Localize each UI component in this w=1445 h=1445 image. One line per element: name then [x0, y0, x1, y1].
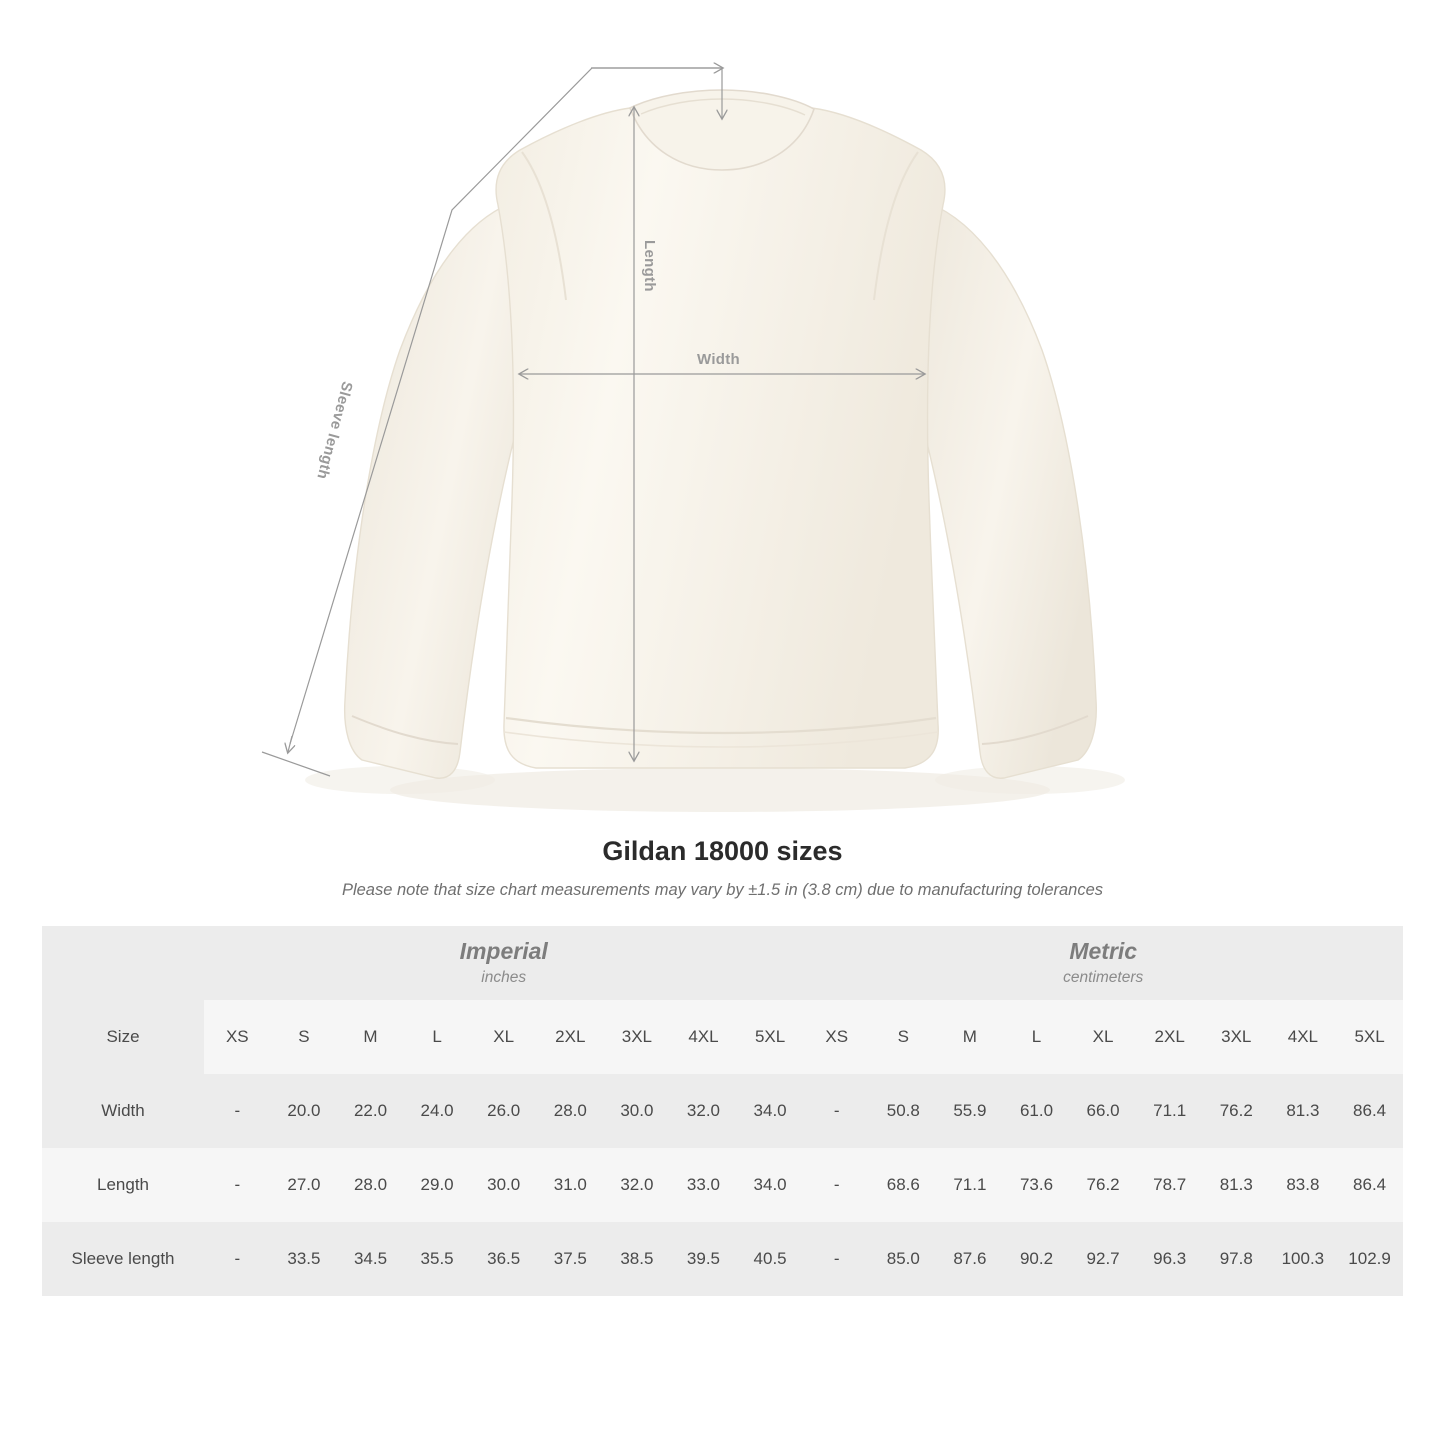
length-dimension-label: Length: [641, 240, 658, 292]
cell-metric-sleeve-length-3xl: 97.8: [1203, 1222, 1270, 1296]
cell-metric-sleeve-length-s: 85.0: [870, 1222, 937, 1296]
cell-metric-length-xl: 76.2: [1070, 1148, 1137, 1222]
cell-metric-width-s: 50.8: [870, 1074, 937, 1148]
metric-subtitle: centimeters: [1063, 968, 1144, 986]
column-header-metric-l: L: [1003, 1000, 1070, 1074]
cell-imperial-sleeve-length-m: 34.5: [337, 1222, 404, 1296]
cell-imperial-sleeve-length-l: 35.5: [404, 1222, 471, 1296]
cell-metric-sleeve-length-xs: -: [803, 1222, 870, 1296]
column-header-imperial-xs: XS: [204, 1000, 271, 1074]
cell-metric-width-2xl: 71.1: [1136, 1074, 1203, 1148]
cell-metric-length-5xl: 86.4: [1336, 1148, 1403, 1222]
page-title: Gildan 18000 sizes: [602, 836, 843, 866]
cell-imperial-width-4xl: 32.0: [670, 1074, 737, 1148]
cell-imperial-width-xs: -: [204, 1074, 271, 1148]
cell-metric-length-2xl: 78.7: [1136, 1148, 1203, 1222]
table-row: [42, 1148, 1403, 1222]
column-header-metric-5xl: 5XL: [1336, 1000, 1403, 1074]
column-header-imperial-4xl: 4XL: [670, 1000, 737, 1074]
cell-metric-length-4xl: 83.8: [1270, 1148, 1337, 1222]
cell-metric-width-xs: -: [803, 1074, 870, 1148]
cell-metric-sleeve-length-2xl: 96.3: [1136, 1222, 1203, 1296]
row-header-width: Width: [42, 1074, 204, 1148]
cell-metric-length-m: 71.1: [937, 1148, 1004, 1222]
size-chart-table-wrapper: [42, 926, 1403, 1296]
cell-imperial-length-s: 27.0: [271, 1148, 338, 1222]
cell-imperial-sleeve-length-4xl: 39.5: [670, 1222, 737, 1296]
table-header-row: [42, 1000, 1403, 1074]
column-header-imperial-3xl: 3XL: [604, 1000, 671, 1074]
cell-metric-length-l: 73.6: [1003, 1148, 1070, 1222]
cell-imperial-length-xs: -: [204, 1148, 271, 1222]
cell-metric-sleeve-length-4xl: 100.3: [1270, 1222, 1337, 1296]
row-header-sleeve-length: Sleeve length: [42, 1222, 204, 1296]
width-dimension-label: Width: [697, 351, 741, 368]
size-chart-table: [42, 926, 1403, 1296]
table-row: [42, 1222, 1403, 1296]
imperial-subtitle: inches: [481, 968, 527, 986]
cell-imperial-length-3xl: 32.0: [604, 1148, 671, 1222]
cell-imperial-sleeve-length-5xl: 40.5: [737, 1222, 804, 1296]
cell-imperial-sleeve-length-xs: -: [204, 1222, 271, 1296]
column-header-metric-xl: XL: [1070, 1000, 1137, 1074]
column-header-metric-xs: XS: [803, 1000, 870, 1074]
table-row: [42, 1074, 1403, 1148]
row-header-length: Length: [42, 1148, 204, 1222]
tolerance-note: Please note that size chart measurements may vary by ±1.5 in (3.8 cm) due to manufacturing tolerances: [341, 881, 1104, 899]
cell-metric-sleeve-length-5xl: 102.9: [1336, 1222, 1403, 1296]
cell-metric-sleeve-length-xl: 92.7: [1070, 1222, 1137, 1296]
metric-title: Metric: [1069, 938, 1138, 964]
metric-header-cell: [803, 926, 1403, 1000]
cell-metric-sleeve-length-m: 87.6: [937, 1222, 1004, 1296]
column-header-imperial-m: M: [337, 1000, 404, 1074]
cell-imperial-length-l: 29.0: [404, 1148, 471, 1222]
chart-header: [0, 836, 1445, 900]
column-header-imperial-l: L: [404, 1000, 471, 1074]
column-header-metric-4xl: 4XL: [1270, 1000, 1337, 1074]
cell-metric-length-xs: -: [803, 1148, 870, 1222]
cell-metric-width-5xl: 86.4: [1336, 1074, 1403, 1148]
cell-imperial-width-5xl: 34.0: [737, 1074, 804, 1148]
cell-imperial-width-xl: 26.0: [470, 1074, 537, 1148]
column-header-imperial-xl: XL: [470, 1000, 537, 1074]
imperial-title: Imperial: [459, 938, 548, 964]
cell-imperial-width-2xl: 28.0: [537, 1074, 604, 1148]
cell-imperial-sleeve-length-3xl: 38.5: [604, 1222, 671, 1296]
column-header-metric-2xl: 2XL: [1136, 1000, 1203, 1074]
cell-metric-sleeve-length-l: 90.2: [1003, 1222, 1070, 1296]
sleeve-length-dimension-label: [313, 379, 356, 485]
cell-metric-width-4xl: 81.3: [1270, 1074, 1337, 1148]
cell-imperial-width-3xl: 30.0: [604, 1074, 671, 1148]
cell-imperial-sleeve-length-s: 33.5: [271, 1222, 338, 1296]
cell-imperial-width-m: 22.0: [337, 1074, 404, 1148]
cell-metric-width-xl: 66.0: [1070, 1074, 1137, 1148]
column-header-metric-s: S: [870, 1000, 937, 1074]
cell-imperial-length-m: 28.0: [337, 1148, 404, 1222]
cell-imperial-sleeve-length-xl: 36.5: [470, 1222, 537, 1296]
imperial-header-cell: [204, 926, 803, 1000]
column-header-metric-m: M: [937, 1000, 1004, 1074]
cell-imperial-length-2xl: 31.0: [537, 1148, 604, 1222]
cell-metric-width-m: 55.9: [937, 1074, 1004, 1148]
cell-metric-width-3xl: 76.2: [1203, 1074, 1270, 1148]
cell-metric-width-l: 61.0: [1003, 1074, 1070, 1148]
cell-metric-length-3xl: 81.3: [1203, 1148, 1270, 1222]
column-header-imperial-2xl: 2XL: [537, 1000, 604, 1074]
cell-imperial-sleeve-length-2xl: 37.5: [537, 1222, 604, 1296]
column-header-size: Size: [42, 1000, 204, 1074]
cell-imperial-width-s: 20.0: [271, 1074, 338, 1148]
units-header-row: [42, 926, 1403, 1000]
column-header-imperial-s: S: [271, 1000, 338, 1074]
sleeve-length-dimension-text: Sleeve length: [313, 379, 356, 482]
cell-imperial-length-4xl: 33.0: [670, 1148, 737, 1222]
cell-imperial-width-l: 24.0: [404, 1074, 471, 1148]
cell-imperial-length-5xl: 34.0: [737, 1148, 804, 1222]
cell-metric-length-s: 68.6: [870, 1148, 937, 1222]
column-header-imperial-5xl: 5XL: [737, 1000, 804, 1074]
units-spacer-cell: [42, 926, 204, 1000]
column-header-metric-3xl: 3XL: [1203, 1000, 1270, 1074]
cell-imperial-length-xl: 30.0: [470, 1148, 537, 1222]
